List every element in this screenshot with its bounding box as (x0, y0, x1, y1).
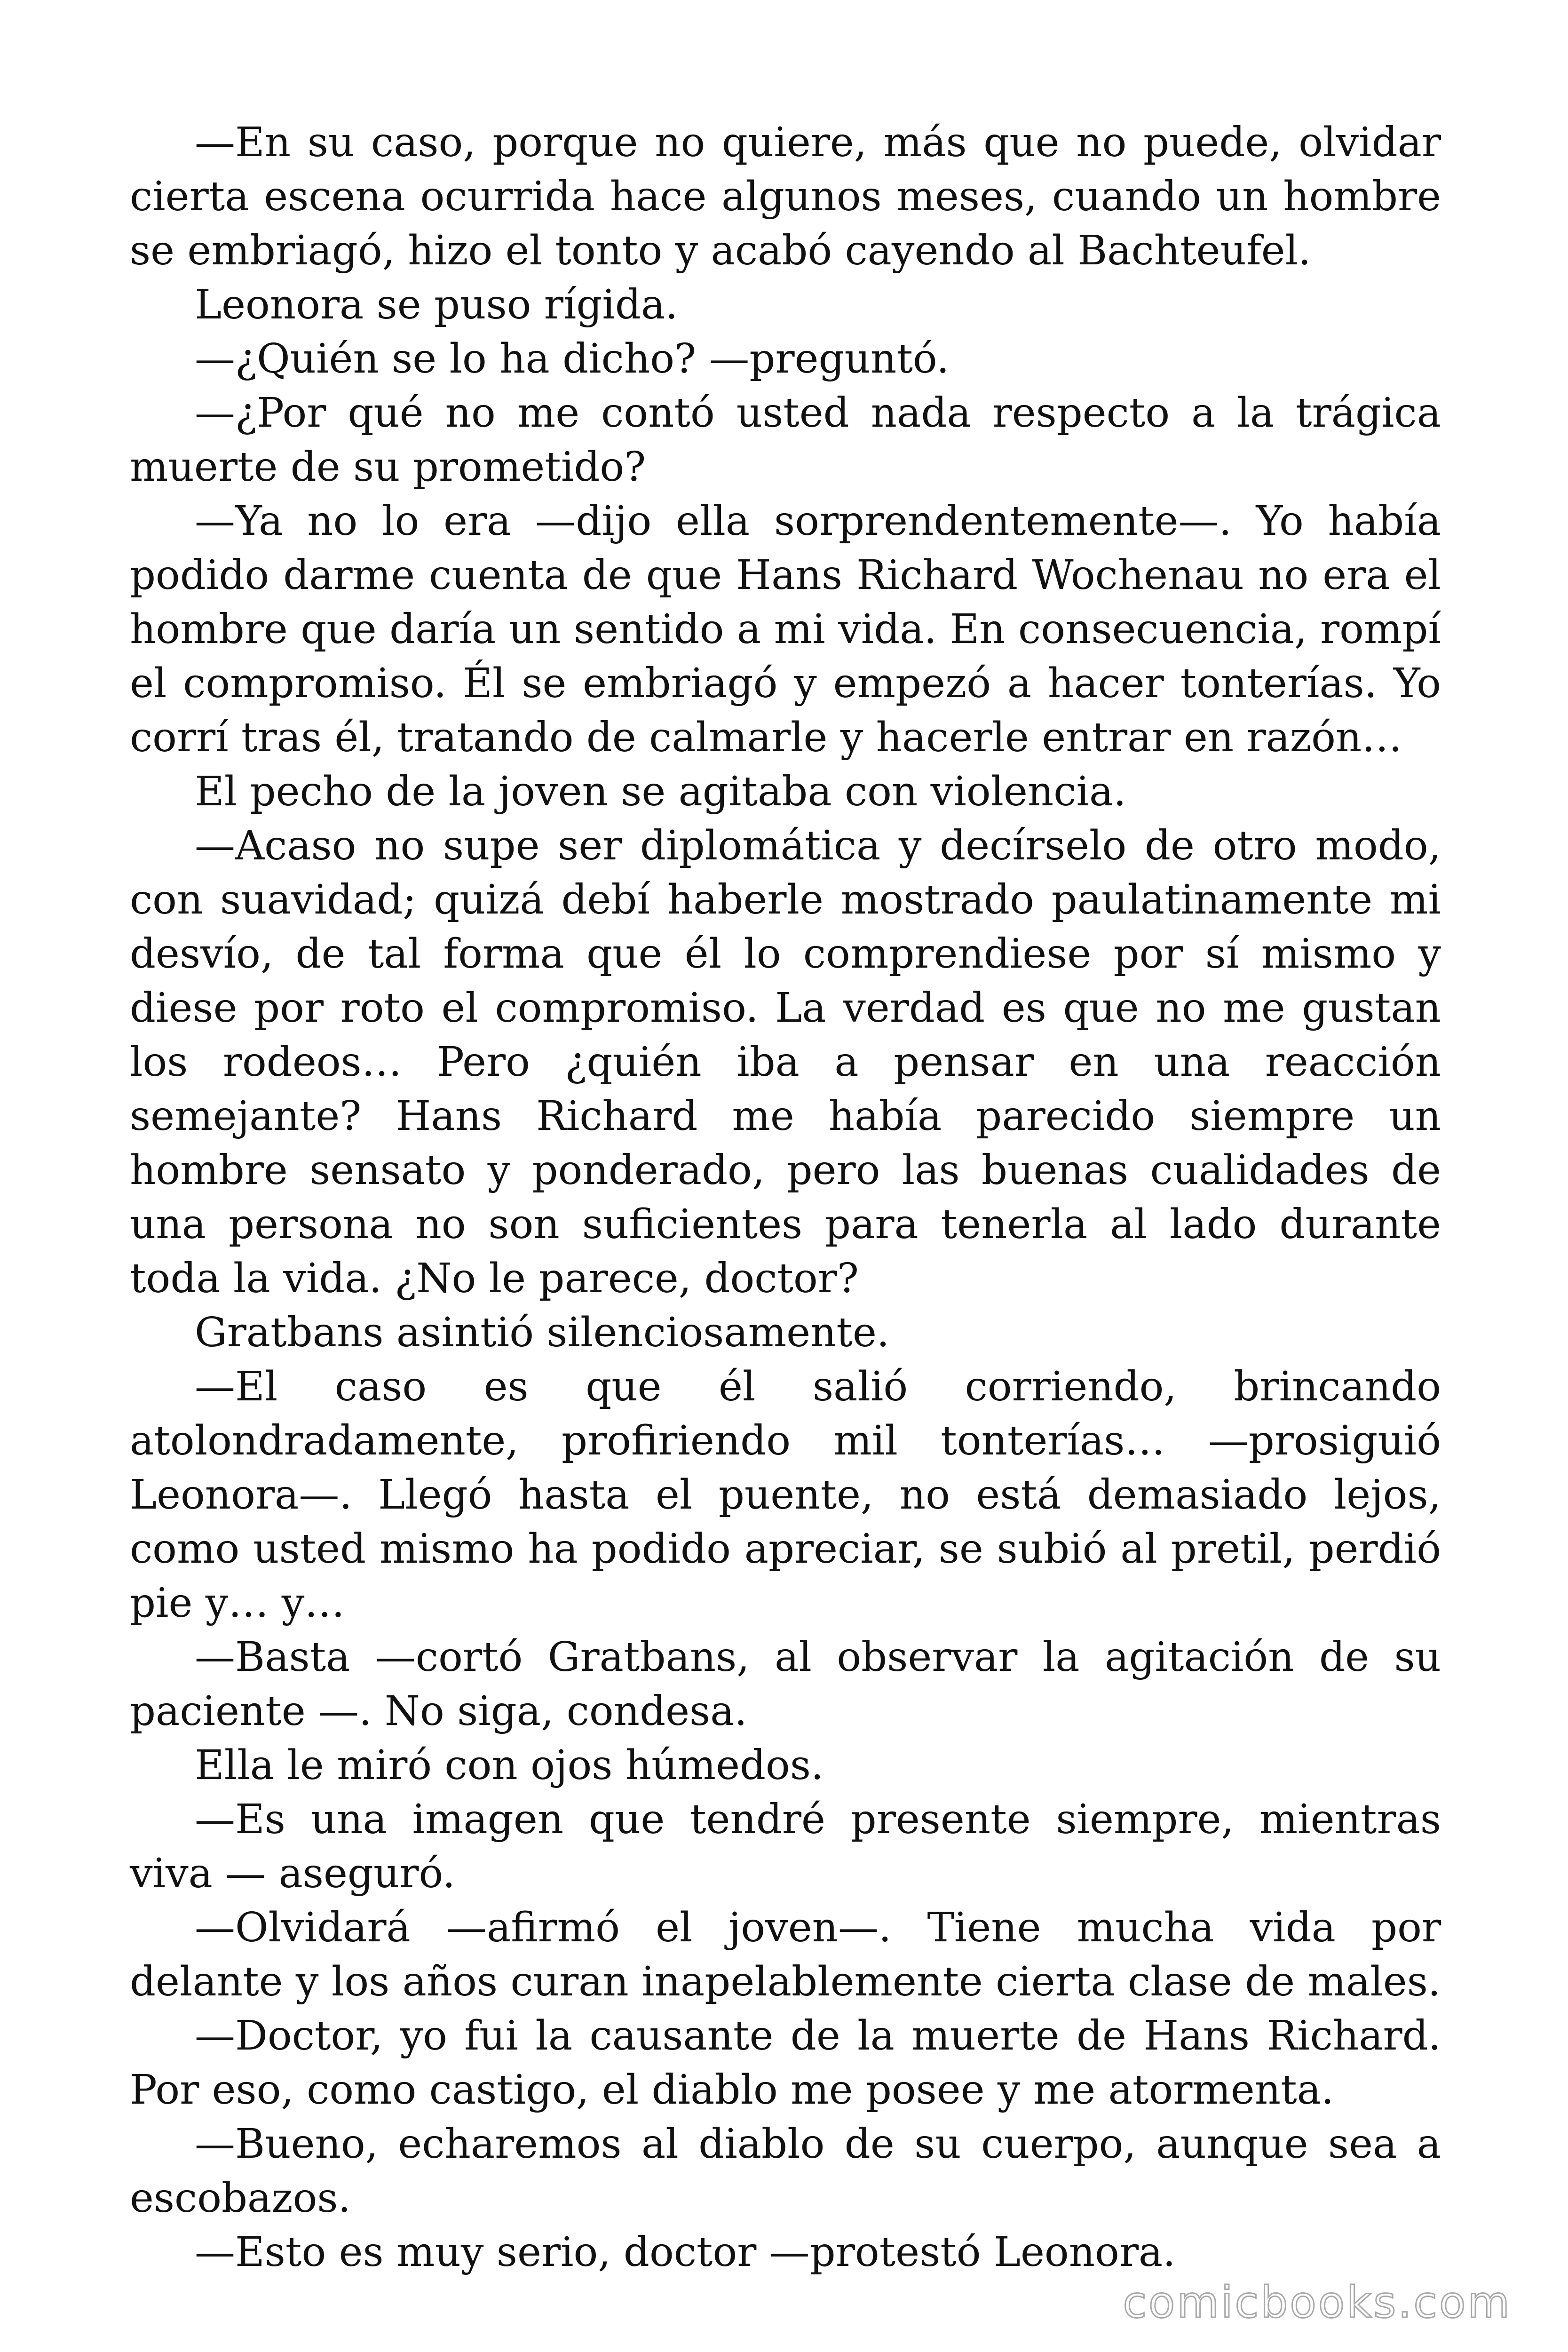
paragraph: —Basta —cortó Gratbans, al observar la agitación de su paciente —. No siga, condesa. (130, 1634, 1441, 1735)
paragraph: El pecho de la joven se agitaba con violencia. (195, 768, 1126, 815)
watermark: comicbooks.com (1123, 2277, 1512, 2328)
paragraph: —Es una imagen que tendré presente siempre, mientras viva — aseguró. (130, 1796, 1441, 1897)
paragraph: —Acaso no supe ser diplomática y decírselo de otro modo, con suavidad; quizá debí haberle mostrado paulatinamente mi desvío, de tal forma que él lo comprendiese por sí mismo y diese por roto el compromiso. La verdad es que no me gustan los rodeos… Pero ¿quién iba a pensar en una reacción semejante? Hans Richard me había parecido siempre un hombre sensato y ponderado, pero las buenas cualidades de una persona no son suficientes para tenerla al lado durante toda la vida. ¿No le parece, doctor? (130, 822, 1441, 1302)
paragraph: —Bueno, echaremos al diablo de su cuerpo, aunque sea a escobazos. (130, 2121, 1441, 2222)
paragraph: —En su caso, porque no quiere, más que no puede, olvidar cierta escena ocurrida hace algunos meses, cuando un hombre se embriagó, hizo el tonto y acabó cayendo al Bachteufel. (130, 119, 1441, 274)
paragraph: —Doctor, yo fui la causante de la muerte de Hans Richard. Por eso, como castigo, el diablo me posee y me atormenta. (130, 2012, 1441, 2114)
paragraph: Gratbans asintió silenciosamente. (195, 1309, 890, 1356)
paragraph: Leonora se puso rígida. (195, 281, 678, 328)
paragraph: —¿Quién se lo ha dicho? —preguntó. (195, 335, 950, 382)
paragraph: —Esto es muy serio, doctor —protestó Leonora. (195, 2229, 1176, 2276)
paragraph: —¿Por qué no me contó usted nada respecto a la trágica muerte de su prometido? (130, 389, 1441, 491)
paragraph: —El caso es que él salió corriendo, brincando atolondradamente, profiriendo mil tonterías… —prosiguió Leonora—. Llegó hasta el puente, no está demasiado lejos, como usted mismo ha podido apreciar, se subió al pretil, perdió pie y… y… (130, 1363, 1441, 1627)
paragraph: —Ya no lo era —dijo ella sorprendentemente—. Yo había podido darme cuenta de que Hans Richard Wochenau no era el hombre que daría un sentido a mi vida. En consecuencia, rompí el compromiso. Él se embriagó y empezó a hacer tonterías. Yo corrí tras él, tratando de calmarle y hacerle entrar en razón… (130, 498, 1441, 761)
paragraph: —Olvidará —afirmó el joven—. Tiene mucha vida por delante y los años curan inapelablemente cierta clase de males. (130, 1904, 1441, 2005)
body-text (130, 116, 1441, 2280)
paragraph: Ella le miró con ojos húmedos. (195, 1742, 824, 1789)
